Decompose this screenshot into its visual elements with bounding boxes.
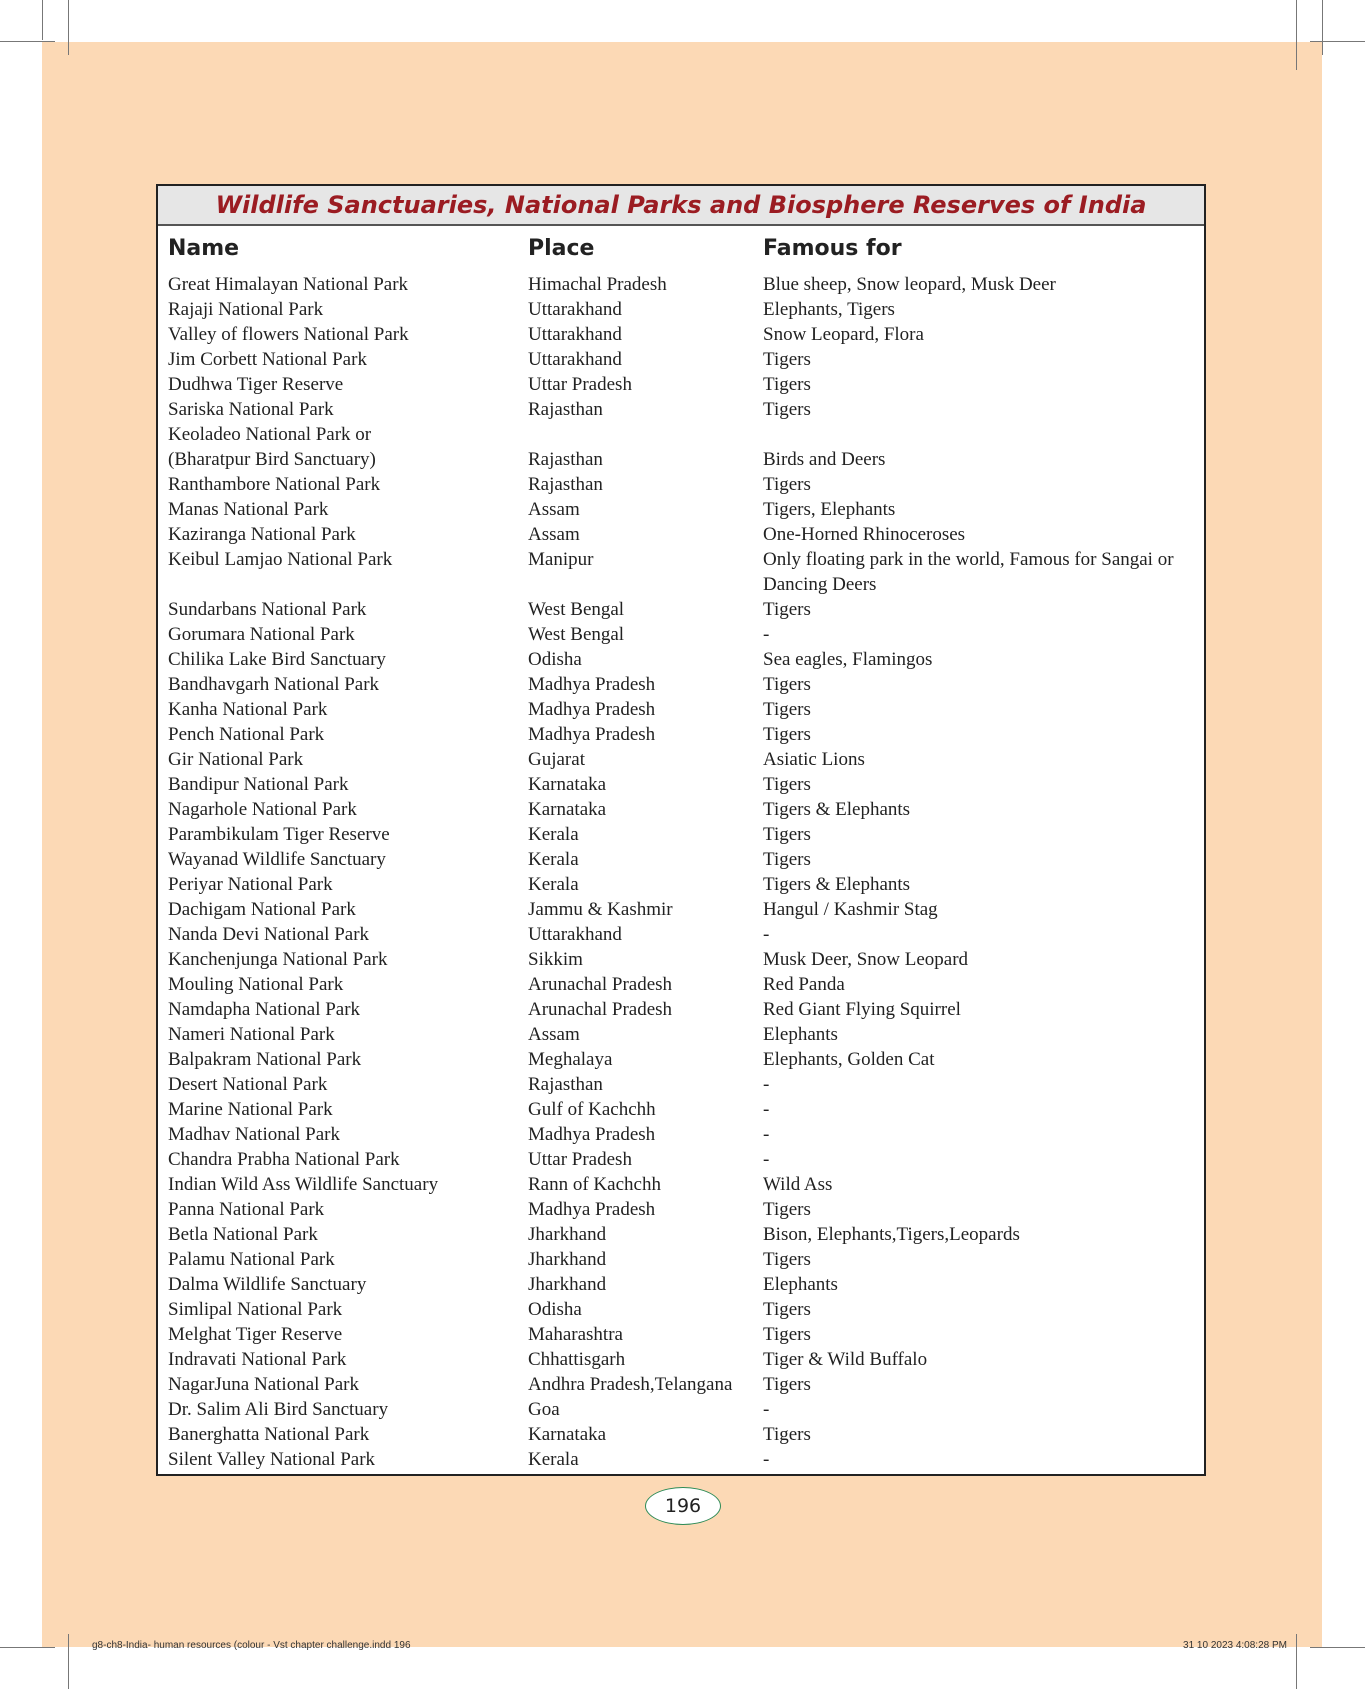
row-famous: -: [763, 1449, 770, 1470]
row-famous: -: [763, 1149, 770, 1170]
table-row: [158, 872, 1204, 897]
row-famous: Tigers: [763, 374, 811, 395]
table-row: [158, 1397, 1204, 1422]
row-place: Rajasthan: [528, 449, 603, 470]
header-place: Place: [528, 236, 595, 261]
table-row: [158, 422, 1204, 447]
row-name: (Bharatpur Bird Sanctuary): [168, 449, 376, 470]
row-famous: Tigers: [763, 824, 811, 845]
row-name: Bandipur National Park: [168, 774, 349, 795]
row-famous: Tigers: [763, 1374, 811, 1395]
table-row: [158, 1172, 1204, 1197]
table-row: [158, 622, 1204, 647]
row-name: Pench National Park: [168, 724, 325, 745]
row-famous: Tigers, Elephants: [763, 499, 896, 520]
table-row: [158, 472, 1204, 497]
row-famous: Tigers: [763, 399, 811, 420]
row-place: Odisha: [528, 1299, 582, 1320]
table-row: [158, 997, 1204, 1022]
table-row: [158, 522, 1204, 547]
row-name: Jim Corbett National Park: [168, 349, 367, 370]
row-place: Maharashtra: [528, 1324, 623, 1345]
table-title: Wildlife Sanctuaries, National Parks and Biosphere Reserves of India: [215, 191, 1147, 219]
crop-mark: [0, 1647, 55, 1648]
row-famous: Tigers: [763, 699, 811, 720]
row-name: Nagarhole National Park: [168, 799, 357, 820]
row-name: Ranthambore National Park: [168, 474, 381, 495]
row-famous: Tigers: [763, 774, 811, 795]
row-place: Jammu & Kashmir: [528, 899, 673, 920]
row-name: Desert National Park: [168, 1074, 328, 1095]
row-place: Madhya Pradesh: [528, 724, 656, 745]
row-name: Rajaji National Park: [168, 299, 324, 320]
row-place: Goa: [528, 1399, 560, 1420]
row-place: Uttar Pradesh: [528, 374, 632, 395]
row-place: Jharkhand: [528, 1274, 607, 1295]
row-famous: -: [763, 624, 770, 645]
row-place: Andhra Pradesh,Telangana: [528, 1374, 733, 1395]
row-famous: One-Horned Rhinoceroses: [763, 524, 966, 545]
row-name: Manas National Park: [168, 499, 329, 520]
row-place: Gulf of Kachchh: [528, 1099, 656, 1120]
row-famous: Red Panda: [763, 974, 845, 995]
row-famous: Elephants: [763, 1024, 838, 1045]
row-famous: Birds and Deers: [763, 449, 886, 470]
row-famous: Tigers: [763, 1249, 811, 1270]
table-row: [158, 322, 1204, 347]
table-row: [158, 1297, 1204, 1322]
table-row: [158, 1447, 1204, 1472]
row-place: Uttarakhand: [528, 324, 622, 345]
row-famous: Tigers: [763, 1299, 811, 1320]
row-famous: Red Giant Flying Squirrel: [763, 999, 961, 1020]
row-name: Kaziranga National Park: [168, 524, 356, 545]
row-name: Betla National Park: [168, 1224, 318, 1245]
row-famous: Bison, Elephants,Tigers,Leopards: [763, 1224, 1020, 1245]
row-famous: Wild Ass: [763, 1174, 833, 1195]
table-row: [158, 772, 1204, 797]
row-place: Meghalaya: [528, 1049, 613, 1070]
table-row: [158, 822, 1204, 847]
row-famous: Tigers & Elephants: [763, 874, 911, 895]
row-place: Rajasthan: [528, 474, 603, 495]
row-name: Dachigam National Park: [168, 899, 356, 920]
row-name: Nanda Devi National Park: [168, 924, 370, 945]
row-name: Valley of flowers National Park: [168, 324, 409, 345]
row-name: Dr. Salim Ali Bird Sanctuary: [168, 1399, 389, 1420]
row-famous: -: [763, 1399, 770, 1420]
row-name: Indravati National Park: [168, 1349, 347, 1370]
row-name: Palamu National Park: [168, 1249, 335, 1270]
row-name: Bandhavgarh National Park: [168, 674, 380, 695]
row-famous: Tigers: [763, 599, 811, 620]
row-place: Karnataka: [528, 799, 607, 820]
row-place: Kerala: [528, 824, 579, 845]
row-place: Madhya Pradesh: [528, 674, 656, 695]
table-row: [158, 1222, 1204, 1247]
parks-table: [156, 184, 1206, 1476]
row-place: Madhya Pradesh: [528, 1199, 656, 1220]
row-place: Rann of Kachchh: [528, 1174, 661, 1195]
table-row: [158, 672, 1204, 697]
row-name: Keoladeo National Park or: [168, 424, 372, 445]
row-famous: Tigers: [763, 1424, 811, 1445]
row-famous: Only floating park in the world, Famous for Sangai or Dancing Deers: [763, 549, 1174, 595]
row-name: NagarJuna National Park: [168, 1374, 359, 1395]
row-place: Assam: [528, 524, 580, 545]
table-row: [158, 897, 1204, 922]
row-name: Banerghatta National Park: [168, 1424, 370, 1445]
row-name: Indian Wild Ass Wildlife Sanctuary: [168, 1174, 439, 1195]
row-place: Manipur: [528, 549, 594, 570]
row-name: Chilika Lake Bird Sanctuary: [168, 649, 386, 670]
table-row: [158, 297, 1204, 322]
row-place: Kerala: [528, 1449, 579, 1470]
table-row: [158, 372, 1204, 397]
row-name: Panna National Park: [168, 1199, 325, 1220]
table-row: [158, 1072, 1204, 1097]
row-famous: Snow Leopard, Flora: [763, 324, 924, 345]
table-row: [158, 597, 1204, 622]
row-famous: Asiatic Lions: [763, 749, 865, 770]
crop-mark: [1296, 1634, 1297, 1689]
row-name: Gorumara National Park: [168, 624, 355, 645]
row-famous: Elephants: [763, 1274, 838, 1295]
row-name: Sariska National Park: [168, 399, 334, 420]
row-name: Chandra Prabha National Park: [168, 1149, 400, 1170]
row-name: Parambikulam Tiger Reserve: [168, 824, 390, 845]
table-row: [158, 947, 1204, 972]
page-number: 196: [645, 1487, 721, 1525]
row-place: Arunachal Pradesh: [528, 974, 673, 995]
row-place: Karnataka: [528, 1424, 607, 1445]
row-name: Kanchenjunga National Park: [168, 949, 388, 970]
column-headers: [158, 226, 1204, 272]
table-row: [158, 1322, 1204, 1347]
table-row: [158, 722, 1204, 747]
row-famous: -: [763, 1124, 770, 1145]
row-place: Jharkhand: [528, 1224, 607, 1245]
table-row: [158, 272, 1204, 297]
row-place: Assam: [528, 499, 580, 520]
row-name: Keibul Lamjao National Park: [168, 549, 393, 570]
row-name: Sundarbans National Park: [168, 599, 367, 620]
row-famous: Tigers: [763, 849, 811, 870]
row-name: Mouling National Park: [168, 974, 344, 995]
table-row: [158, 797, 1204, 822]
row-place: Kerala: [528, 874, 579, 895]
table-row: [158, 972, 1204, 997]
table-row: [158, 547, 1204, 597]
row-place: Rajasthan: [528, 399, 603, 420]
row-name: Kanha National Park: [168, 699, 328, 720]
row-place: Jharkhand: [528, 1249, 607, 1270]
row-name: Great Himalayan National Park: [168, 274, 409, 295]
row-name: Silent Valley National Park: [168, 1449, 376, 1470]
row-name: Dudhwa Tiger Reserve: [168, 374, 344, 395]
row-famous: Sea eagles, Flamingos: [763, 649, 933, 670]
row-place: Odisha: [528, 649, 582, 670]
row-famous: Tigers: [763, 674, 811, 695]
table-row: [158, 747, 1204, 772]
row-place: Uttarakhand: [528, 349, 622, 370]
row-place: Madhya Pradesh: [528, 699, 656, 720]
table-row: [158, 647, 1204, 672]
row-famous: Tigers: [763, 724, 811, 745]
row-place: Arunachal Pradesh: [528, 999, 673, 1020]
row-name: Namdapha National Park: [168, 999, 361, 1020]
table-row: [158, 1022, 1204, 1047]
row-place: Karnataka: [528, 774, 607, 795]
row-famous: -: [763, 924, 770, 945]
row-place: Uttarakhand: [528, 299, 622, 320]
row-place: Himachal Pradesh: [528, 274, 667, 295]
table-row: [158, 497, 1204, 522]
crop-mark: [1296, 0, 1297, 70]
crop-mark: [68, 1634, 69, 1689]
row-name: Wayanad Wildlife Sanctuary: [168, 849, 386, 870]
row-famous: -: [763, 1099, 770, 1120]
row-place: West Bengal: [528, 599, 625, 620]
row-name: Dalma Wildlife Sanctuary: [168, 1274, 367, 1295]
row-name: Balpakram National Park: [168, 1049, 362, 1070]
row-place: Uttarakhand: [528, 924, 622, 945]
row-name: Periyar National Park: [168, 874, 333, 895]
table-row: [158, 1097, 1204, 1122]
row-name: Simlipal National Park: [168, 1299, 343, 1320]
crop-mark: [0, 41, 55, 42]
row-famous: Tigers: [763, 1199, 811, 1220]
crop-mark: [68, 0, 69, 55]
crop-mark: [1310, 1647, 1365, 1648]
crop-mark: [42, 0, 43, 40]
row-famous: Blue sheep, Snow leopard, Musk Deer: [763, 274, 1056, 295]
table-row: [158, 1247, 1204, 1272]
crop-mark: [1322, 0, 1323, 55]
table-row: [158, 1147, 1204, 1172]
row-name: Gir National Park: [168, 749, 304, 770]
row-famous: Hangul / Kashmir Stag: [763, 899, 938, 920]
row-famous: Elephants, Tigers: [763, 299, 895, 320]
crop-mark: [1310, 41, 1365, 42]
row-famous: Musk Deer, Snow Leopard: [763, 949, 969, 970]
slug-date-info: 31 10 2023 4:08:28 PM: [1183, 1640, 1287, 1651]
row-name: Marine National Park: [168, 1099, 333, 1120]
row-place: Chhattisgarh: [528, 1349, 626, 1370]
row-famous: -: [763, 1074, 770, 1095]
row-name: Nameri National Park: [168, 1024, 335, 1045]
row-place: Sikkim: [528, 949, 583, 970]
table-row: [158, 922, 1204, 947]
title-bar: [158, 186, 1204, 226]
table-row: [158, 1347, 1204, 1372]
row-famous: Tigers: [763, 474, 811, 495]
table-row: [158, 347, 1204, 372]
row-place: Madhya Pradesh: [528, 1124, 656, 1145]
row-place: Kerala: [528, 849, 579, 870]
header-famous: Famous for: [763, 236, 902, 261]
table-row: [158, 1272, 1204, 1297]
table-row: [158, 1197, 1204, 1222]
row-place: West Bengal: [528, 624, 625, 645]
row-place: Rajasthan: [528, 1074, 603, 1095]
row-famous: Tigers: [763, 349, 811, 370]
table-row: [158, 447, 1204, 472]
row-place: Assam: [528, 1024, 580, 1045]
row-place: Gujarat: [528, 749, 585, 770]
table-row: [158, 847, 1204, 872]
table-body: [158, 272, 1204, 1472]
table-row: [158, 1422, 1204, 1447]
table-row: [158, 397, 1204, 422]
row-famous: Elephants, Golden Cat: [763, 1049, 935, 1070]
table-row: [158, 697, 1204, 722]
table-row: [158, 1047, 1204, 1072]
row-famous: Tigers & Elephants: [763, 799, 911, 820]
row-name: Melghat Tiger Reserve: [168, 1324, 343, 1345]
row-place: Uttar Pradesh: [528, 1149, 632, 1170]
slug-file-info: g8-ch8-India- human resources (colour - Vst chapter challenge.indd 196: [92, 1640, 411, 1651]
row-famous: Tiger & Wild Buffalo: [763, 1349, 928, 1370]
table-row: [158, 1372, 1204, 1397]
table-row: [158, 1122, 1204, 1147]
row-name: Madhav National Park: [168, 1124, 341, 1145]
header-name: Name: [168, 236, 240, 261]
row-famous: Tigers: [763, 1324, 811, 1345]
